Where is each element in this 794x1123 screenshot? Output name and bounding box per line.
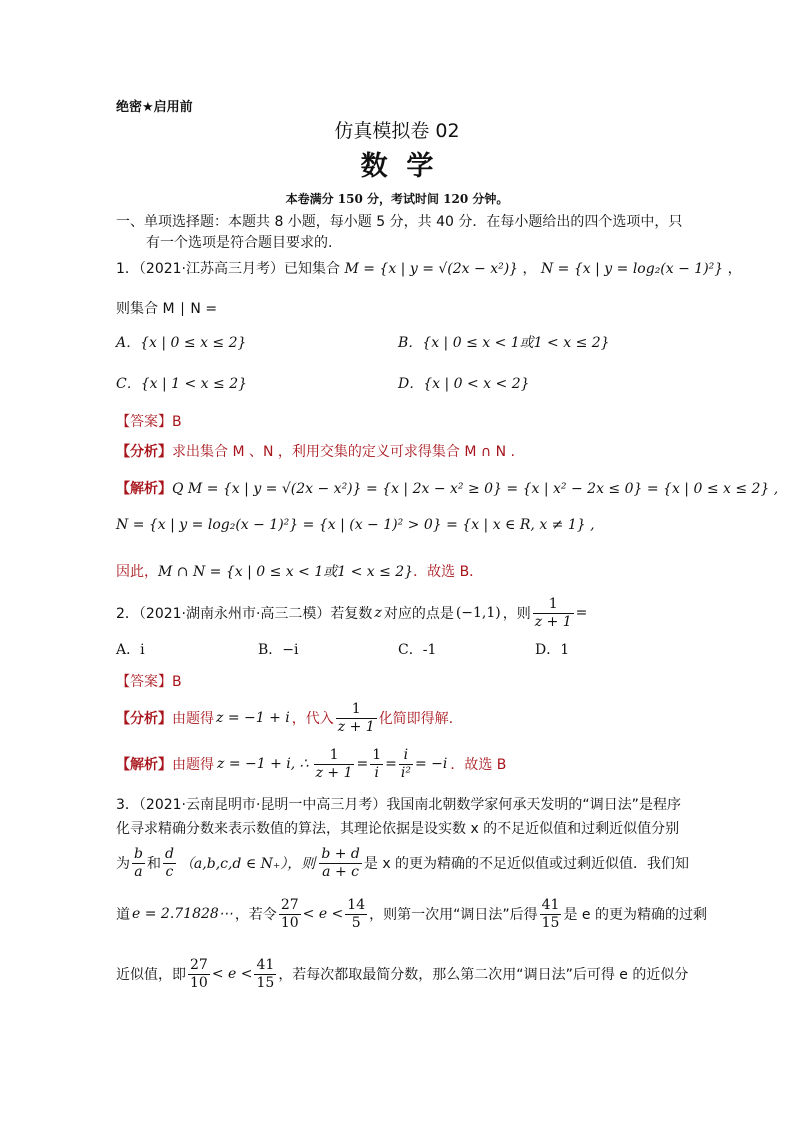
q2-stem: 2．（2021·湖南永州市·高三二模）若复数 z 对应的点是 (−1,1) ，则 $\frac{1}{z + 1}$ = [116, 596, 588, 630]
q2-point: (−1,1) [455, 605, 501, 621]
q2-option-a: A．i [116, 642, 145, 658]
q2-option-b: B．−i [258, 642, 299, 658]
q1-solution-result: M ∩ N = {x | 0 ≤ x < 1或1 < x ≤ 2} [158, 564, 414, 580]
q1-set-n: N = {x | y = log₂(x − 1)²} [540, 261, 724, 277]
q1-question: 则集合 M ∣ N = [116, 301, 218, 317]
exam-info: 本卷满分 150 分，考试时间 120 分钟。 [285, 192, 509, 206]
q1-option-c: C．{x | 1 < x ≤ 2} [116, 376, 248, 392]
q2-analysis-fraction: $\frac{1}{z + 1}$ [337, 701, 375, 735]
q1-option-b: B．{x | 0 ≤ x < 1或1 < x ≤ 2} [398, 335, 610, 351]
q3-line1: 3．（2021·云南昆明市·昆明一中高三月考）我国南北朝数学家何承天发明的“调日法”是程序 [116, 797, 681, 813]
q1-solution-line2: N = {x | y = log₂(x − 1)²} = {x | (x − 1)² > 0} = {x | x ∈ R, x ≠ 1} , [116, 517, 595, 533]
paper-title: 仿真模拟卷 02 [334, 120, 460, 142]
q1-option-a: A．{x | 0 ≤ x ≤ 2} [116, 335, 247, 351]
q2-answer: 【答案】B [116, 674, 182, 690]
q2-analysis: 【分析】 由题得 z = −1 + i ，代入 $\frac{1}{z + 1}$ 化简即得解. [116, 701, 454, 735]
q1-solution-math1: Q M = {x | y = √(2x − x²)} = {x | 2x − x² ≥ 0} = {x | x² − 2x ≤ 0} = {x | 0 ≤ x ≤ 2} , [172, 481, 779, 497]
q1-answer: 【答案】B [116, 414, 182, 430]
q1-analysis-label: 【分析】 [116, 444, 172, 460]
q1-option-d: D．{x | 0 < x < 2} [398, 376, 530, 392]
q2-option-d: D．1 [535, 642, 570, 658]
q1-solution-line3: 因此，M ∩ N = {x | 0 ≤ x < 1或1 < x ≤ 2}．故选 B． [116, 564, 484, 580]
section-heading-line2: 有一个选项是符合题目要求的. [146, 235, 333, 251]
q3-line3: 为 $\frac{b}{a}$ 和 $\frac{d}{c}$ （a,b,c,d ∈ N₊），则 $\frac{b + d}{a + c}$ 是 x 的更为精确的不足近似值或过剩近似值．我们知 [116, 846, 690, 880]
q2-fraction: $\frac{1}{z + 1}$ [534, 596, 572, 630]
q2-option-c: C．-1 [398, 642, 437, 658]
q1-solution-label: 【解析】 [116, 481, 172, 497]
q3-line4: 道 e = 2.71828⋯ ，若令 $\frac{27}{10}$ < e < $\frac{14}{5}$ ，则第一次用“调日法”后得 $\frac{41}{15}$ 是 e 的更为精确的过剩 [116, 897, 707, 931]
q1-analysis-text: 求出集合 M 、N ，利用交集的定义可求得集合 M ∩ N . [172, 444, 515, 460]
q1-set-m: M = {x | y = √(2x − x²)} [344, 261, 519, 277]
q3-line2: 化寻求精确分数来表示数值的算法，其理论依据是设实数 x 的不足近似值和过剩近似值分别 [116, 821, 680, 837]
q1-prefix: 1．（2021·江苏高三月考）已知集合 [116, 261, 340, 277]
q2-solution: 【解析】 由题得 z = −1 + i, ∴ $\frac{1}{z + 1}$ = $\frac{1}{i}$ = $\frac{i}{\text{i²}}$ = −i ．故选 B [116, 747, 507, 781]
q3-line5: 近似值，即 $\frac{27}{10}$ < e < $\frac{41}{15}$ ，若每次都取最简分数，那么第二次用“调日法”后可得 e 的近似分 [116, 957, 689, 991]
q1-solution-line1 [116, 478, 778, 498]
secret-mark: 绝密★启用前 [116, 100, 193, 115]
section-heading-line1: 一、单项选择题：本题共 8 小题，每小题 5 分，共 40 分．在每小题给出的四个选项中，只 [116, 214, 683, 230]
q1-analysis [116, 441, 515, 461]
q1-stem: 1．（2021·江苏高三月考）已知集合 M = {x | y = √(2x − x²)} ， N = {x | y = log₂(x − 1)²} ， [116, 261, 742, 277]
subject-title: 数 学 [360, 151, 434, 182]
